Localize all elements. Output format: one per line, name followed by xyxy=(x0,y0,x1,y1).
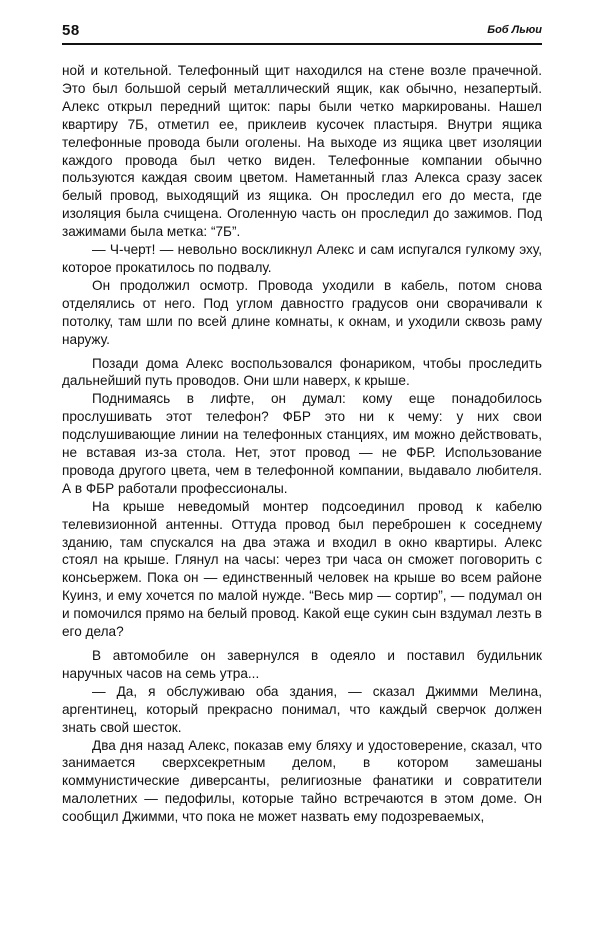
paragraph: Два дня назад Алекс, показав ему бляху и удостоверение, сказал, что занимается сверхсекретным делом, в котором замешаны коммунистические диверсанты, религиозные фанатики и совратители малолетних — педофилы, которые тайно встречаются в этом доме. Он сообщил Джимми, что пока не может назвать ему подозреваемых, xyxy=(62,737,542,825)
paragraph: ной и котельной. Телефонный щит находился на стене возле прачечной. Это был большой серый металлический ящик, как обычно, незапертый. Алекс открыл передний щиток: пары были четко маркированы. Нашел квартиру 7Б, отметил ее, приклеив кусочек пластыря. Внутри ящика телефонные провода были оголены. На выходе из ящика цвет изоляции каждого провода был четко виден. Телефонные компании обычно пользуются каждая своим цветом. Наметанный глаз Алекса сразу засек белый провод, выходящий из ящика. Он проследил его до места, где изоляция была счищена. Оголенную часть он проследил до зажимов. Под зажимами была метка: “7Б”. xyxy=(62,63,542,240)
body-text xyxy=(62,62,542,826)
paragraph: На крыше неведомый монтер подсоединил провод к кабелю телевизионной антенны. Оттуда провод был переброшен к соседнему зданию, там спускался на два этажа и входил в окно квартиры. Алекс стоял на крыше. Глянул на часы: через три часа он сможет поговорить с консьержем. Пока он — единственный человек на крыше во всем районе Куинз, и ему хочется по малой нужде. “Весь мир — сортир”, — подумал он и помочился прямо на белый провод. Какой еще сукин сын вздумал лезть в его дела? xyxy=(62,498,542,640)
page-header xyxy=(62,22,542,44)
paragraph: В автомобиле он завернулся в одеяло и поставил будильник наручных часов на семь утра... xyxy=(62,648,542,681)
paragraph: Он продолжил осмотр. Провода уходили в кабель, потом снова отделялись от него. Под углом давностго градусов они сворачивали к потолку, там шли по всей длине комнаты, к окнам, и уходили сквозь раму наружу. xyxy=(62,277,542,347)
book-page xyxy=(62,22,542,826)
page-number: 58 xyxy=(62,22,80,39)
paragraph: Поднимаясь в лифте, он думал: кому еще понадобилось прослушивать этот телефон? ФБР это ни к чему: у них свои подслушивающие линии на телефонных станциях, им можно действовать, не вставая из-за стола. Нет, этот провод — не ФБР. Использование провода другого цвета, чем в телефонной компании, выдавало любителя. А в ФБР работали профессионалы. xyxy=(62,391,542,496)
paragraph: — Да, я обслуживаю оба здания, — сказал Джимми Мелина, аргентинец, который прекрасно понимал, что каждый сверчок должен знать свой шесток. xyxy=(62,683,542,735)
header-rule xyxy=(62,43,542,45)
paragraph: — Ч-черт! — невольно воскликнул Алекс и сам испугался гулкому эху, которое прокатилось по подвалу. xyxy=(62,242,542,275)
running-head-author: Боб Льюи xyxy=(487,24,542,36)
paragraph: Позади дома Алекс воспользовался фонариком, чтобы проследить дальнейший путь проводов. Они шли наверх, к крыше. xyxy=(62,355,542,389)
